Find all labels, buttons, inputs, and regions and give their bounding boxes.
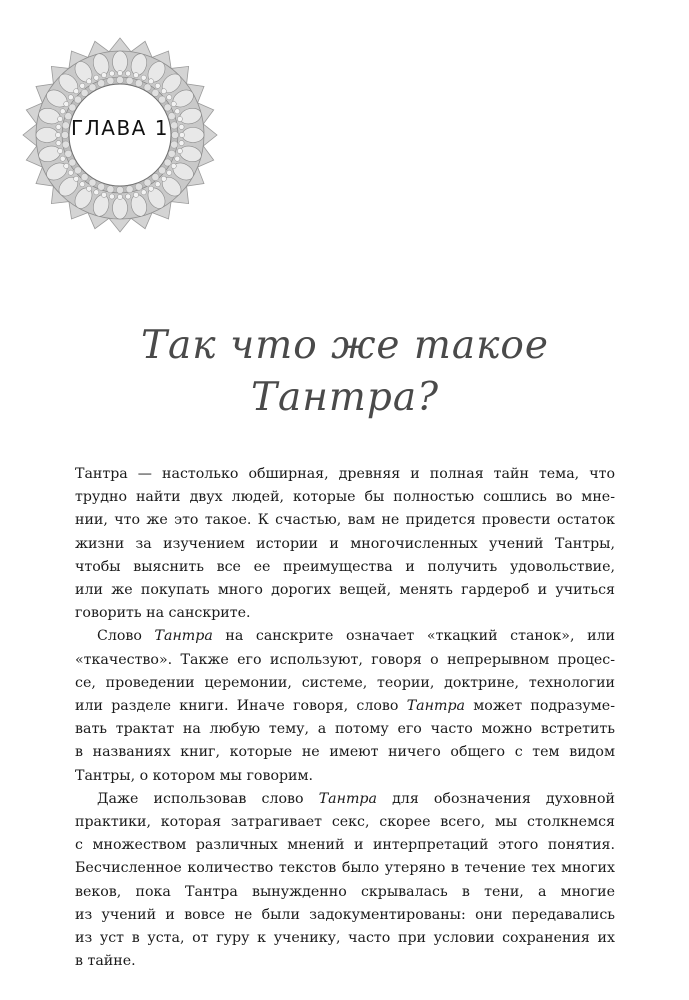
text-line: Тантра — настолько обширная, древняя и полная тайн тема, что <box>75 466 615 482</box>
text-line: или разделе книги. Иначе говоря, слово Тантра может подразуме- <box>75 698 615 715</box>
paragraph <box>75 625 615 787</box>
text-line: Слово Тантра на санскрите означает «ткацкий станок», или <box>97 628 615 645</box>
text-line: чтобы выяснить все ее преимущества и получить удовольствие, <box>75 558 615 575</box>
text-line: говорить на санскрите. <box>75 605 251 622</box>
text-line: Тантры, о котором мы говорим. <box>75 767 314 784</box>
text-line: веков, пока Тантра вынужденно скрывалась в тени, а многие <box>75 883 615 900</box>
chapter-title-line-1: Так что же такое <box>141 323 549 368</box>
chapter-title-line-2: Тантра? <box>250 375 440 420</box>
text-line: се, проведении церемонии, системе, теории, доктрине, технологии <box>75 674 615 691</box>
text-line: в тайне. <box>75 953 136 970</box>
paragraph <box>75 463 615 625</box>
text-line: жизни за изучением истории и многочисленных учений Тантры, <box>75 535 615 552</box>
text-line: из уст в уста, от гуру к ученику, часто при условии сохранения их <box>75 930 615 947</box>
text-line: «ткачество». Также его используют, говоря о непрерывном процес- <box>75 651 615 668</box>
text-line: практики, которая затрагивает секс, скорее всего, мы столкнемся <box>75 814 615 831</box>
body-text <box>75 463 615 973</box>
text-line: нии, что же это такое. К счастью, вам не придется провести остаток <box>75 512 615 529</box>
paragraph <box>75 788 615 974</box>
text-line: Бесчисленное количество текстов было утеряно в течение тех многих <box>75 860 615 877</box>
text-line: из учений и вовсе не были задокументированы: они передавались <box>75 906 615 923</box>
text-line: вать трактат на любую тему, а потому его часто можно встретить <box>75 721 615 738</box>
text-line: Даже использовав слово Тантра для обозначения духовной <box>97 790 615 807</box>
chapter-label: ГЛАВА 1 <box>71 116 169 140</box>
text-line: трудно найти двух людей, которые бы полностью сошлись во мне- <box>75 489 615 506</box>
text-line: с множеством различных мнений и интерпретаций этого понятия. <box>75 837 615 854</box>
text-line: или же покупать много дорогих вещей, менять гардероб и учиться <box>75 582 615 599</box>
text-line: в названиях книг, которые не имеют ничего общего с тем видом <box>75 744 615 761</box>
